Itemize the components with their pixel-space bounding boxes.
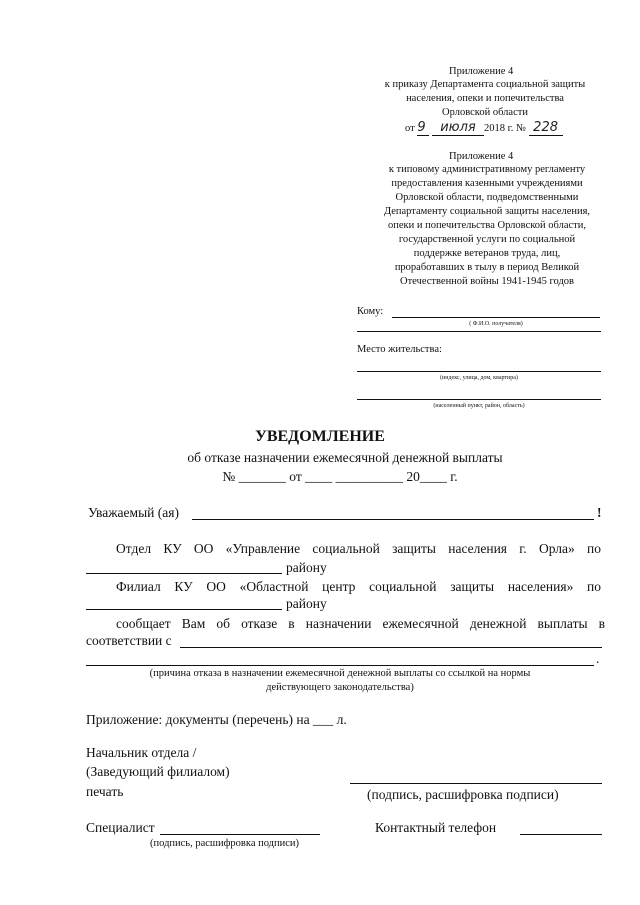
appendix-line: предоставления казенными учреждениями [391, 178, 583, 189]
branch-district-field[interactable] [86, 609, 282, 610]
appendix-line: к типовому административному регламенту [388, 164, 586, 175]
locality-field[interactable] [357, 399, 601, 400]
appendix-line: поддержке ветеранов труда, лиц, [413, 248, 561, 259]
greeting-name-field[interactable] [192, 519, 594, 520]
reason-hint: действующего законодательства) [266, 682, 414, 693]
to-label: Кому: [357, 306, 384, 317]
appendix-title: Приложение 4 [449, 66, 514, 77]
specialist-signature-hint: (подпись, расшифровка подписи) [150, 838, 300, 849]
reason-field-1[interactable] [180, 647, 602, 648]
appendix-line: к приказу Департамента социальной защиты [384, 79, 586, 90]
greeting-end: ! [597, 505, 602, 520]
address-hint: (индекс, улица, дом, квартира) [440, 375, 518, 381]
date-year: 2018 г. № [483, 123, 526, 134]
appendix-line: Орловской области [442, 107, 528, 118]
notice-number-line: № _______ от ____ __________ 20____ г. [222, 469, 458, 484]
handwritten-month: июля [432, 121, 484, 136]
notice-title: УВЕДОМЛЕНИЕ [255, 428, 385, 445]
reason-hint: (причина отказа в назначении ежемесячной денежной выплаты со ссылкой на нормы [149, 668, 531, 679]
branch-line: Филиал КУ ОО «Областной центр социальной защиты населения» по [116, 579, 601, 594]
appendix-line: Отечественной войны 1941-1945 годов [399, 276, 575, 287]
recipient-name-field[interactable] [392, 317, 600, 318]
head-signature-field[interactable] [350, 783, 602, 784]
appendix-line: опеки и попечительства Орловской области, [387, 220, 587, 231]
address-field[interactable] [357, 371, 601, 372]
recipient-name-field-2[interactable] [357, 331, 601, 332]
head-title-line: (Заведующий филиалом) [86, 764, 230, 779]
date-prefix: от [405, 123, 415, 134]
appendix-line: населения, опеки и попечительства [406, 93, 564, 104]
notice-subtitle: об отказе назначении ежемесячной денежной выплаты [187, 450, 503, 465]
residence-label: Место жительства: [357, 344, 442, 355]
appendix-line: проработавших в тылу в период Великой [394, 262, 580, 273]
informs-line: сообщает Вам об отказе в назначении ежемесячной денежной выплаты в [116, 616, 605, 631]
reason-period: . [596, 651, 600, 666]
phone-label: Контактный телефон [375, 820, 497, 835]
according-to-label: соответствии с [86, 633, 172, 648]
order-date-line [405, 121, 563, 136]
recipient-name-hint: ( Ф.И.О. получателя) [469, 321, 523, 327]
district-label: районy [286, 596, 327, 611]
department-line: Отдел КУ ОО «Управление социальной защиты населения г. Орла» по [116, 541, 601, 556]
greeting-label: Уважаемый (ая) [88, 505, 179, 520]
specialist-signature-field[interactable] [160, 834, 320, 835]
specialist-label: Специалист [86, 820, 155, 835]
signature-hint: (подпись, расшифровка подписи) [367, 787, 559, 802]
head-title-line: Начальник отдела / [86, 745, 197, 760]
appendix-line: государственной услуги по социальной [398, 234, 576, 245]
appendix-title: Приложение 4 [449, 151, 514, 162]
stamp-label: печать [86, 784, 124, 799]
appendix-line: Департаменту социальной защиты населения, [383, 206, 591, 217]
locality-hint: (населенный пункт, район, область) [433, 403, 525, 409]
handwritten-order-number: 228 [529, 121, 563, 136]
handwritten-day: 9 [417, 121, 429, 136]
district-label: районy [286, 560, 327, 575]
phone-field[interactable] [520, 834, 602, 835]
attachment-line: Приложение: документы (перечень) на ___ л. [86, 712, 347, 727]
reason-field-2[interactable] [86, 665, 594, 666]
department-district-field[interactable] [86, 573, 282, 574]
appendix-line: Орловской области, подведомственными [395, 192, 579, 203]
